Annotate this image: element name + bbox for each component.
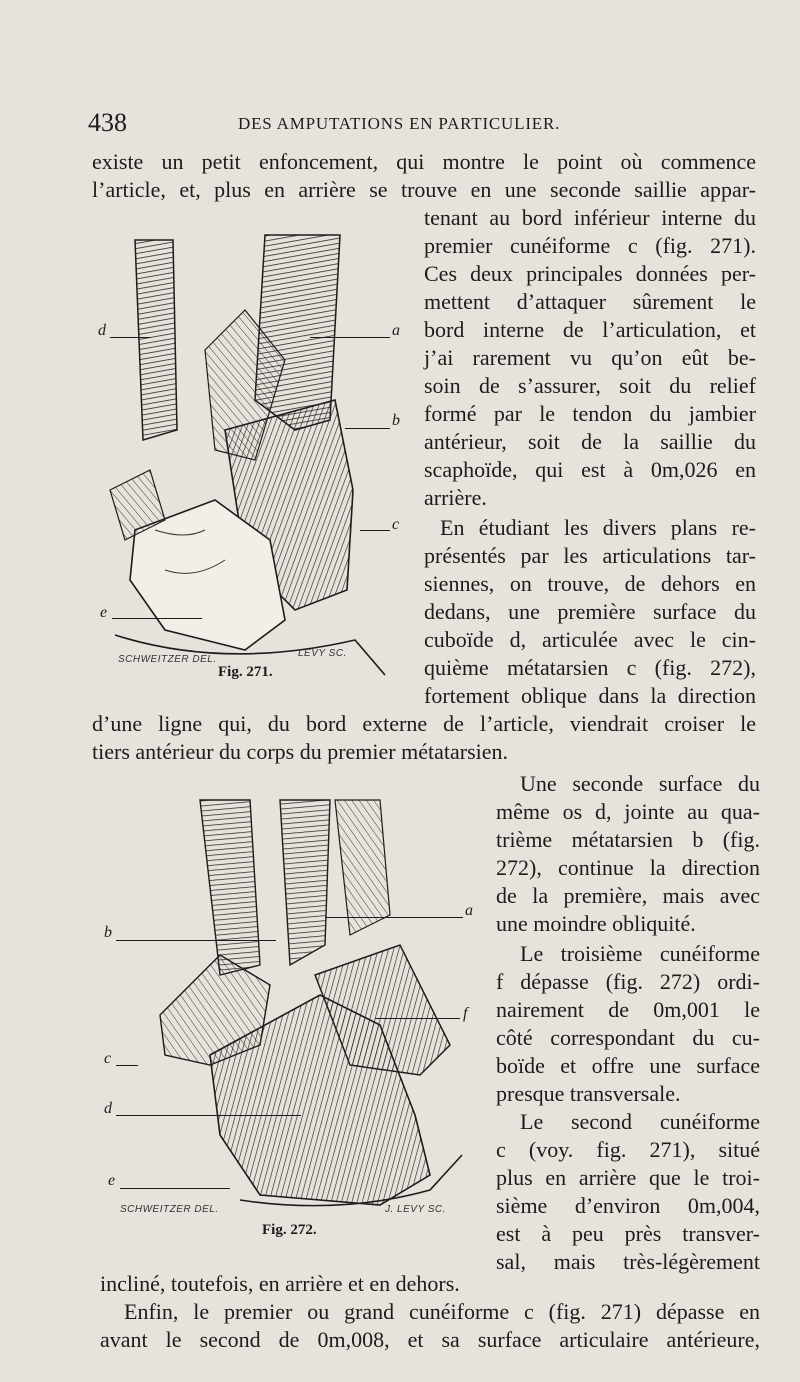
text-line: Enfin, le premier ou grand cunéiforme c (fig. 271) dépasse en bbox=[124, 1299, 760, 1324]
figure-271-leader-a bbox=[310, 337, 390, 338]
text-line: bord interne de l’articulation, et bbox=[424, 317, 756, 342]
text-line: arrière. bbox=[424, 485, 487, 510]
figure-271-leader-d bbox=[110, 337, 150, 338]
text-line: côté correspondant du cu- bbox=[496, 1025, 760, 1050]
text-line: Le second cunéiforme bbox=[520, 1109, 760, 1134]
figure-272-label-d: d bbox=[104, 1100, 112, 1117]
text-line: 272), continue la direction bbox=[496, 855, 760, 880]
text-line: Une seconde surface du bbox=[520, 771, 760, 796]
figure-272-label-c: c bbox=[104, 1050, 112, 1067]
figure-272-label-e: e bbox=[108, 1172, 116, 1189]
text-line: sième d’environ 0m,004, bbox=[496, 1193, 760, 1218]
text-line: même os d, jointe au qua- bbox=[496, 799, 760, 824]
figure-272-credit-engraver: J. LEVY SC. bbox=[385, 1204, 446, 1215]
figure-272-label-b: b bbox=[104, 924, 112, 941]
figure-271-credit-drawer: SCHWEITZER DEL. bbox=[118, 654, 217, 665]
text-line: cuboïde d, articulée avec le cin- bbox=[424, 627, 756, 652]
text-line: est à peu près transver- bbox=[496, 1221, 760, 1246]
text-line: soin de s’assurer, soit du relief bbox=[424, 373, 756, 398]
text-line: antérieur, soit de la saillie du bbox=[424, 429, 756, 454]
figure-272-leader-d bbox=[116, 1115, 301, 1116]
figure-271-label-c: c bbox=[392, 516, 400, 533]
text-line: existe un petit enfoncement, qui montre le point où commence bbox=[92, 149, 756, 174]
figure-272-label-a: a bbox=[465, 902, 473, 919]
figure-272-credit-drawer: SCHWEITZER DEL. bbox=[120, 1204, 219, 1215]
text-line: d’une ligne qui, du bord externe de l’article, viendrait croiser le bbox=[92, 711, 756, 736]
figure-271-caption: Fig. 271. bbox=[218, 664, 273, 680]
text-line: mettent d’attaquer sûrement le bbox=[424, 289, 756, 314]
figure-272-engraving bbox=[150, 795, 470, 1215]
text-line: plus en arrière que le troi- bbox=[496, 1165, 760, 1190]
text-line: formé par le tendon du jambier bbox=[424, 401, 756, 426]
text-line: f dépasse (fig. 272) ordi- bbox=[496, 969, 760, 994]
text-line: En étudiant les divers plans re- bbox=[440, 515, 756, 540]
text-line: dedans, une première surface du bbox=[424, 599, 756, 624]
figure-272-leader-a bbox=[325, 917, 463, 918]
text-line: fortement oblique dans la direction bbox=[424, 683, 756, 708]
figure-271-label-e: e bbox=[100, 604, 108, 621]
figure-272-leader-c bbox=[116, 1065, 138, 1066]
figure-272-caption: Fig. 272. bbox=[262, 1222, 317, 1238]
text-line: avant le second de 0m,008, et sa surface articulaire antérieure, bbox=[100, 1327, 760, 1352]
figure-272-label-f: f bbox=[463, 1005, 468, 1022]
figure-271-credit-engraver: LEVY SC. bbox=[298, 648, 347, 659]
figure-271-leader-b bbox=[345, 428, 390, 429]
text-line: c (voy. fig. 271), situé bbox=[496, 1137, 760, 1162]
text-line: premier cunéiforme c (fig. 271). bbox=[424, 233, 756, 258]
text-line: tenant au bord inférieur interne du bbox=[424, 205, 756, 230]
text-line: Ces deux principales données per- bbox=[424, 261, 756, 286]
figure-271-label-b: b bbox=[392, 412, 400, 429]
text-line: incliné, toutefois, en arrière et en dehors. bbox=[100, 1271, 460, 1296]
text-line: j’ai rarement vu qu’on eût be- bbox=[424, 345, 756, 370]
text-line: presque transversale. bbox=[496, 1081, 681, 1106]
figure-271-engraving bbox=[95, 230, 405, 680]
page-header bbox=[88, 108, 768, 138]
text-line: tiers antérieur du corps du premier métatarsien. bbox=[92, 739, 509, 764]
text-line: une moindre obliquité. bbox=[496, 911, 696, 936]
text-line: l’article, et, plus en arrière se trouve en une seconde saillie appar- bbox=[92, 177, 756, 202]
figure-271-leader-e bbox=[112, 618, 202, 619]
text-line: sal, mais très-légèrement bbox=[496, 1249, 760, 1274]
figure-271-leader-c bbox=[360, 530, 390, 531]
text-line: Le troisième cunéiforme bbox=[520, 941, 760, 966]
text-line: scaphoïde, qui est à 0m,026 en bbox=[424, 457, 756, 482]
figure-272-leader-e bbox=[120, 1188, 230, 1189]
text-line: nairement de 0m,001 le bbox=[496, 997, 760, 1022]
figure-271-label-d: d bbox=[98, 322, 106, 339]
text-line: boïde et offre une surface bbox=[496, 1053, 760, 1078]
figure-271-label-a: a bbox=[392, 322, 400, 339]
figure-271-illustration bbox=[95, 230, 405, 680]
figure-272-leader-f bbox=[375, 1018, 460, 1019]
page-number: 438 bbox=[88, 108, 127, 137]
running-title: DES AMPUTATIONS EN PARTICULIER. bbox=[238, 114, 561, 133]
figure-272-illustration bbox=[150, 795, 470, 1215]
text-line: trième métatarsien b (fig. bbox=[496, 827, 760, 852]
text-line: de la première, mais avec bbox=[496, 883, 760, 908]
text-line: siennes, on trouve, de dehors en bbox=[424, 571, 756, 596]
text-line: quième métatarsien c (fig. 272), bbox=[424, 655, 756, 680]
text-line: présentés par les articulations tar- bbox=[424, 543, 756, 568]
figure-272-leader-b bbox=[116, 940, 276, 941]
